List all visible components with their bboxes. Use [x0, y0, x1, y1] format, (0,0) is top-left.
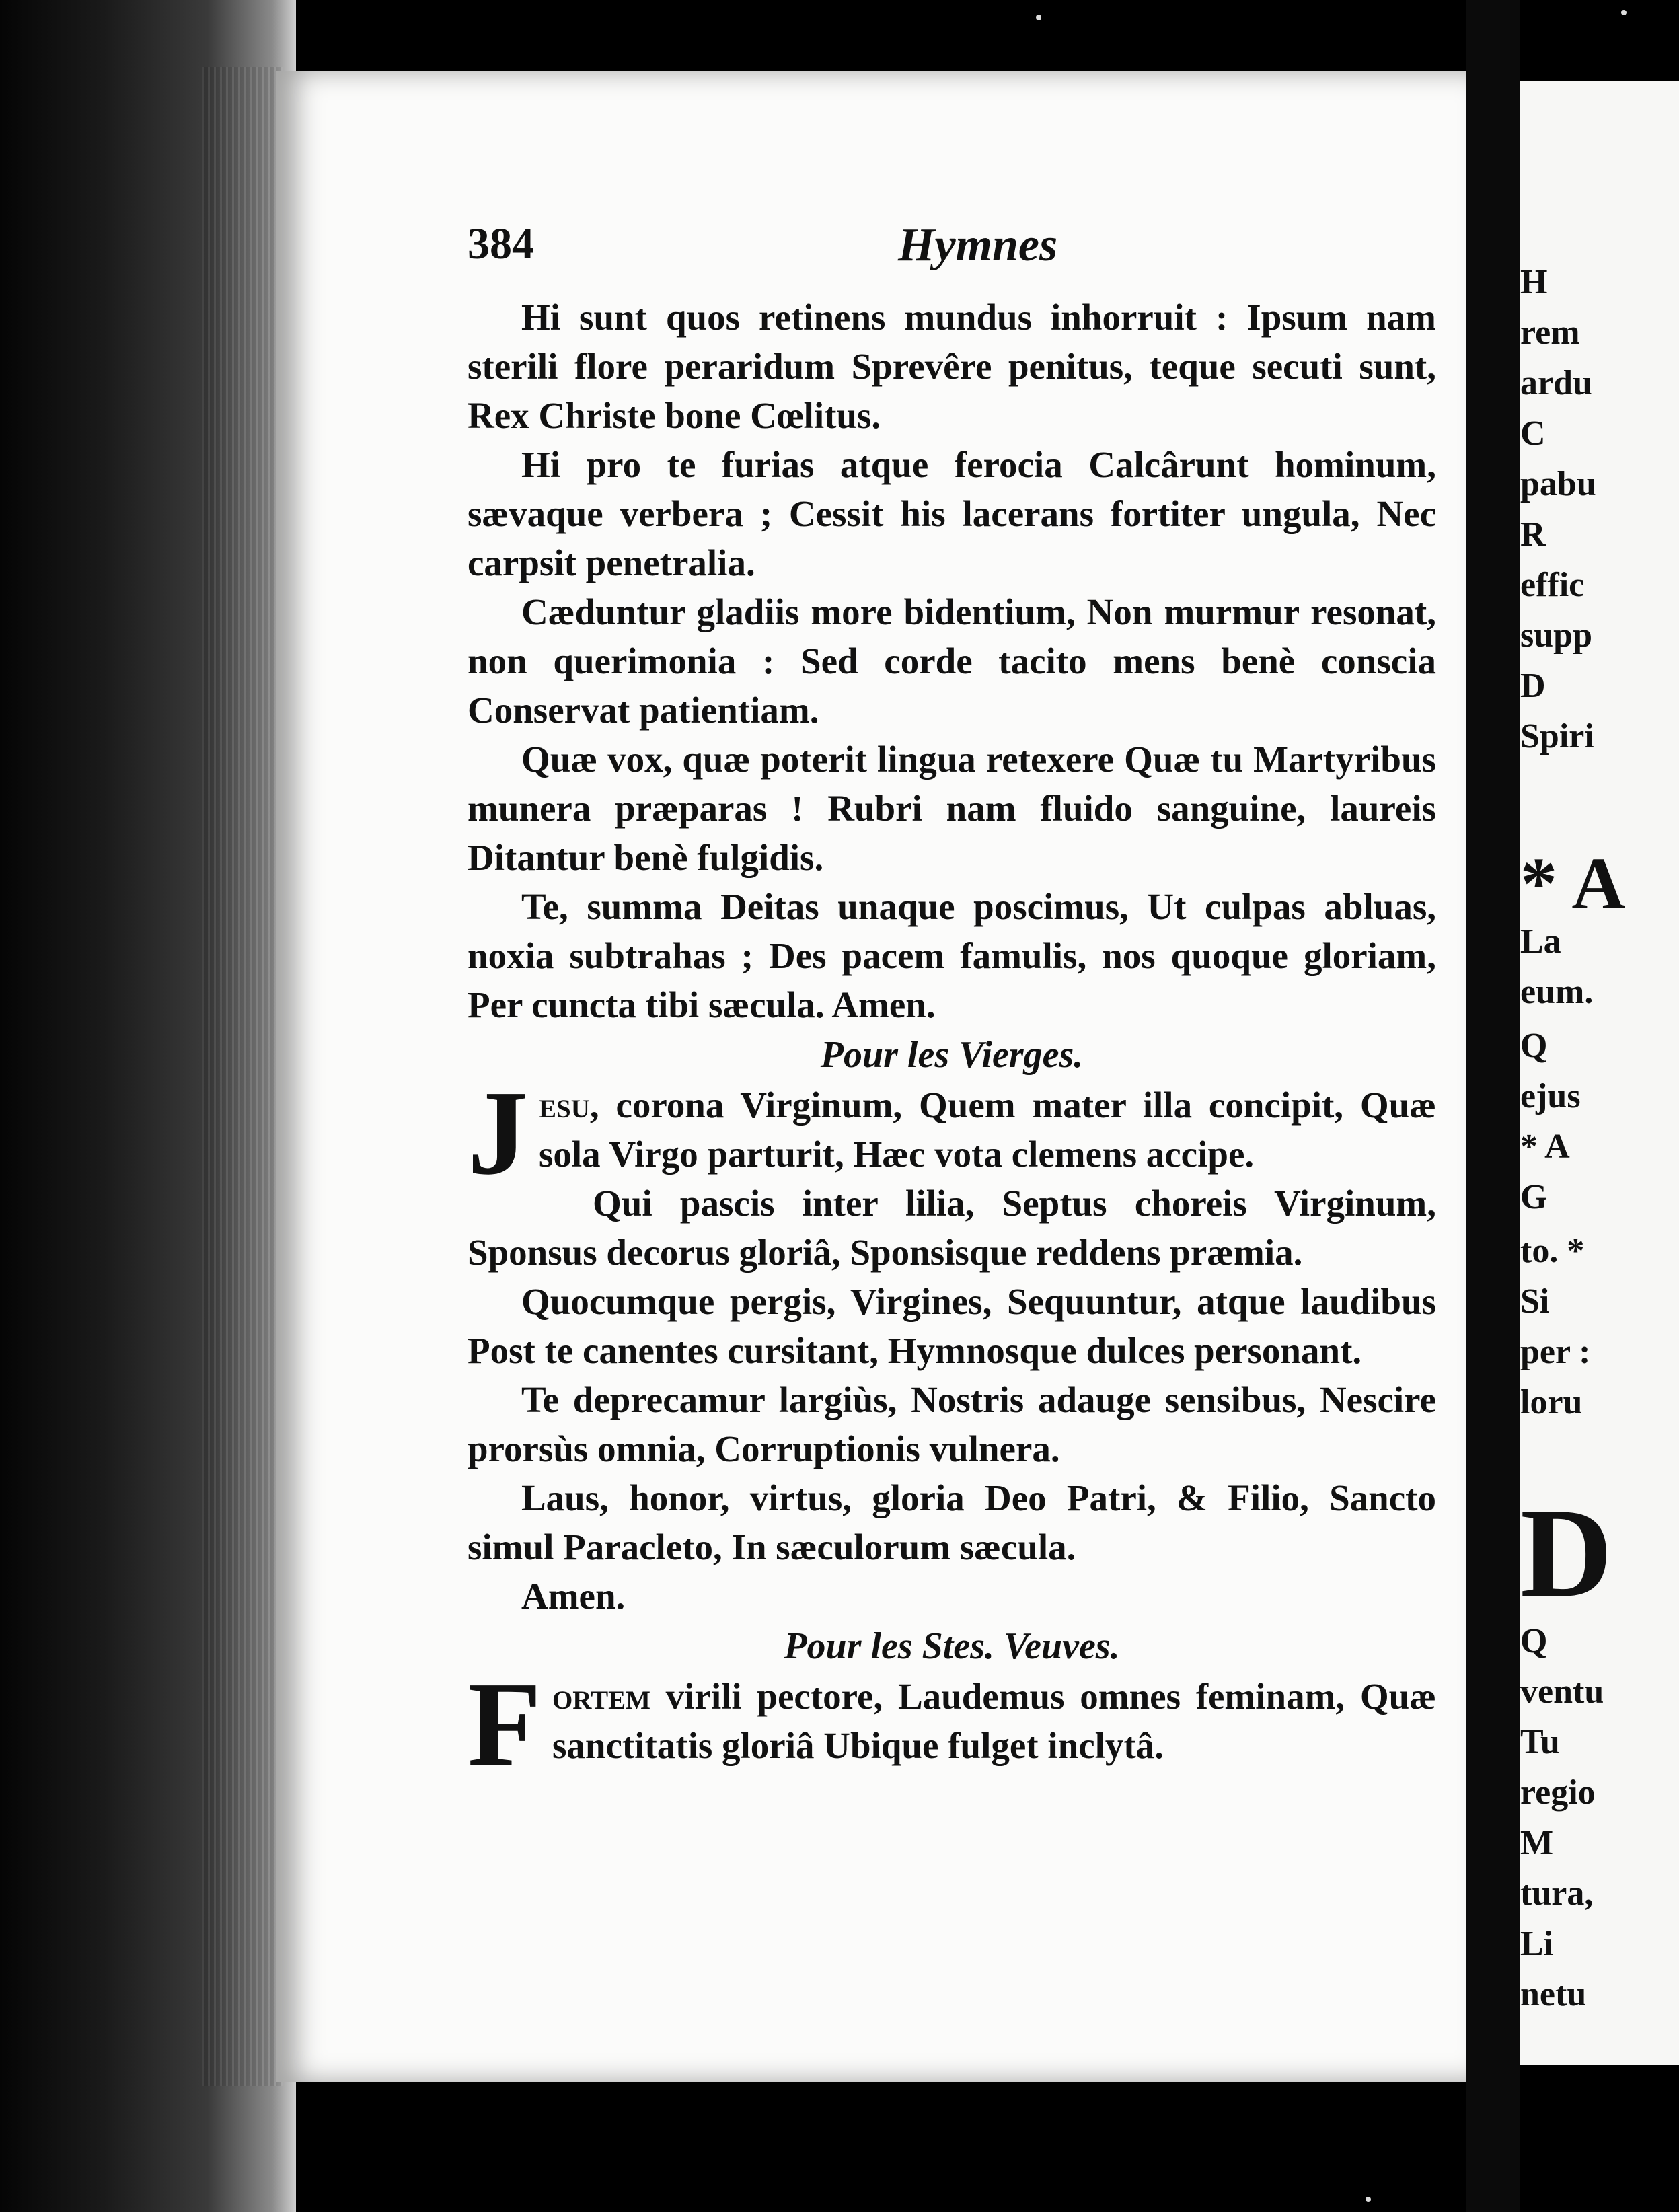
stanza: Quæ vox, quæ poterit lingua retexere Quæ tu Martyribus munera præparas ! Rubri nam fluido sanguine, laureis Ditantur benè fulgidis. — [468, 739, 1436, 878]
stanza: Qui pascis inter lilia, Septus choreis Virginum, Sponsus decorus gloriâ, Sponsisque reddens præmia. — [468, 1183, 1436, 1273]
fragment: * A — [1520, 842, 1625, 924]
stanza: Cæduntur gladiis more bidentium, Non murmur resonat, non querimonia : Sed corde tacito mens benè conscia Conservat patientiam. — [468, 591, 1436, 731]
page-number: 384 — [468, 219, 534, 268]
gutter-shadow — [1466, 0, 1520, 2212]
fragment: to. * — [1520, 1232, 1585, 1270]
page-header — [468, 219, 1436, 293]
stanza: Te deprecamur largiùs, Nostris adauge sensibus, Nescire prorsùs omnia, Corruptionis vulnera. — [468, 1379, 1436, 1469]
stanza-amen: Amen. — [521, 1576, 626, 1617]
fragment: D — [1520, 1483, 1613, 1624]
scan-speck — [1621, 10, 1627, 15]
stanza: Te, summa Deitas unaque poscimus, Ut culpas abluas, noxia subtrahas ; Des pacem famulis, nos quoque gloriam, Per cuncta tibi sæcula. Amen. — [468, 886, 1436, 1025]
initial-word-rest: ortem — [552, 1676, 650, 1717]
fragment: per : — [1520, 1333, 1591, 1371]
fragment: pabu — [1520, 465, 1596, 503]
opening-text: virili pectore, Laudemus omnes feminam, Quæ sanctitatis gloriâ Ubique fulget inclytâ. — [552, 1676, 1436, 1766]
fragment: supp — [1520, 616, 1592, 655]
hymn-opening-virgins — [468, 1066, 1436, 1200]
fragment: La — [1520, 922, 1561, 961]
scan-speck — [1036, 15, 1041, 20]
fragment: C — [1520, 414, 1546, 453]
section-title-virgins: Pour les Vierges. — [820, 1034, 1084, 1076]
fragment: Tu — [1520, 1723, 1560, 1761]
fragment: Q — [1520, 1027, 1548, 1065]
fragment: D — [1520, 667, 1546, 705]
fragment: tura, — [1520, 1874, 1594, 1913]
opening-text: , corona Virginum, Quem mater illa concipit, Quæ sola Virgo parturit, Hæc vota clemens accipe. — [539, 1084, 1436, 1175]
fragment: effic — [1520, 566, 1585, 604]
fragment: H — [1520, 263, 1548, 301]
drop-cap-initial: J — [468, 1066, 528, 1200]
stanza: Quocumque pergis, Virgines, Sequuntur, atque laudibus Post te canentes cursitant, Hymnosque dulces personant. — [468, 1281, 1436, 1371]
page-edges — [202, 67, 283, 2086]
fragment: Si — [1520, 1282, 1550, 1321]
fragment: M — [1520, 1824, 1554, 1862]
section-title-widows: Pour les Stes. Veuves. — [784, 1625, 1120, 1667]
stanza: Hi sunt quos retinens mundus inhorruit : Ipsum nam sterili flore peraridum Sprevêre penitus, teque secuti sunt, Rex Christe bone Cœlitus. — [468, 297, 1436, 436]
fragment: * A — [1520, 1128, 1570, 1166]
fragment: Spiri — [1520, 717, 1594, 755]
fragment: rem — [1520, 314, 1580, 352]
fragment: ardu — [1520, 364, 1592, 402]
left-page — [276, 71, 1466, 2082]
fragment: ejus — [1520, 1077, 1581, 1115]
fragment: Q — [1520, 1622, 1548, 1660]
fragment: netu — [1520, 1975, 1587, 2014]
initial-word-rest: esu — [539, 1084, 590, 1126]
right-page-fragment — [1520, 81, 1679, 2065]
fragment: eum. — [1520, 973, 1594, 1011]
fragment: Li — [1520, 1925, 1554, 1963]
fragment: R — [1520, 515, 1546, 554]
stanza: Laus, honor, virtus, gloria Deo Patri, & Filio, Sancto simul Paracleto, In sæculorum sæcula. — [468, 1477, 1436, 1568]
stanza: Hi pro te furias atque ferocia Calcârunt hominum, sævaque verbera ; Cessit his lacerans fortiter ungula, Nec carpsit penetralia. — [468, 444, 1436, 583]
scan-speck — [1366, 2197, 1371, 2202]
running-head: Hymnes — [898, 219, 1058, 271]
fragment: regio — [1520, 1773, 1596, 1812]
page-text — [468, 219, 1436, 1791]
drop-cap-initial: F — [468, 1657, 542, 1791]
fragment: ventu — [1520, 1672, 1604, 1711]
fragment: G — [1520, 1178, 1548, 1216]
fragment: loru — [1520, 1383, 1583, 1422]
hymn-opening-widows — [468, 1657, 1436, 1791]
